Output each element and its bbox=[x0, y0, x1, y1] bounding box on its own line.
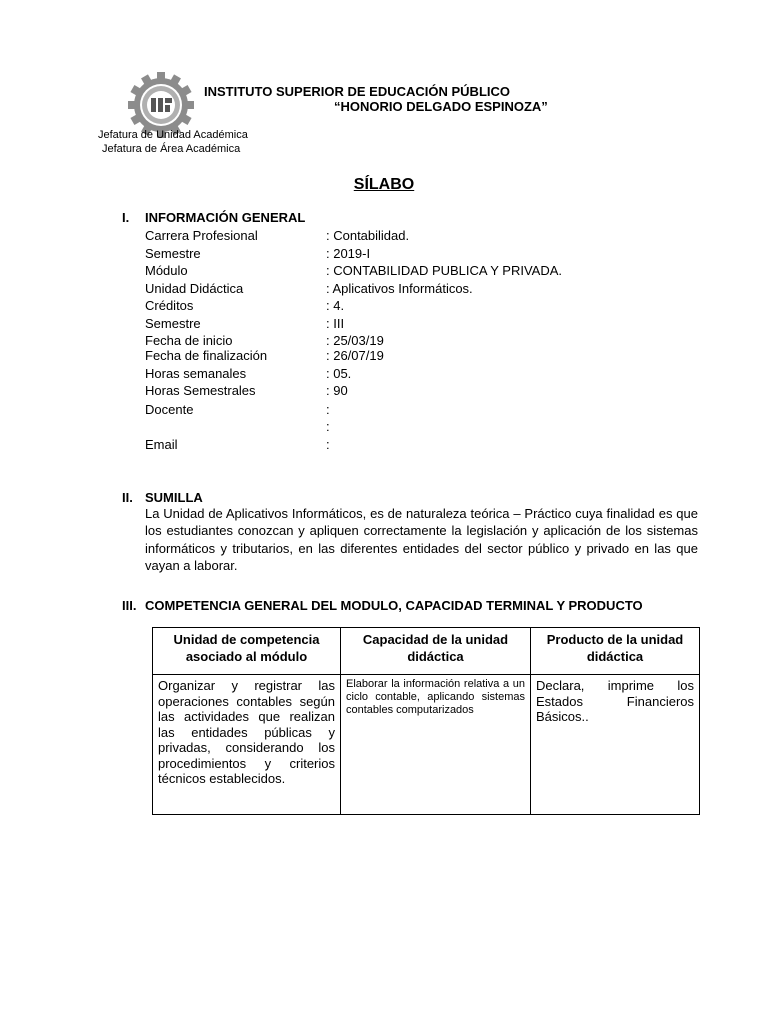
table-cell: Organizar y registrar las operaciones contables según las actividades que realizan las entidades públicas y privadas, considerando los procedimientos y criterios técnicos establecidos. bbox=[153, 675, 341, 815]
table-cell: Elaborar la información relativa a un ciclo contable, aplicando sistemas contables computarizados bbox=[341, 675, 531, 815]
section-1-heading bbox=[122, 210, 305, 225]
section-number: III. bbox=[122, 598, 137, 613]
section-title: COMPETENCIA GENERAL DEL MODULO, CAPACIDAD TERMINAL Y PRODUCTO bbox=[145, 598, 643, 613]
section-3-heading bbox=[122, 598, 643, 613]
info-label: Módulo bbox=[145, 263, 188, 278]
department-line2: Jefatura de Área Académica bbox=[102, 143, 241, 155]
info-label: Unidad Didáctica bbox=[145, 281, 244, 296]
section-number: I. bbox=[122, 210, 130, 225]
info-value: : Contabilidad. bbox=[326, 228, 410, 243]
competency-table bbox=[152, 627, 700, 815]
section-title: INFORMACIÓN GENERAL bbox=[145, 210, 306, 225]
info-value: : III bbox=[326, 316, 345, 331]
info-value: : Aplicativos Informáticos. bbox=[326, 281, 473, 296]
info-value: : 26/07/19 bbox=[326, 348, 384, 363]
info-label: Horas semanales bbox=[145, 366, 247, 381]
info-label: Fecha de inicio bbox=[145, 333, 233, 348]
info-label: Semestre bbox=[145, 316, 201, 331]
info-value: : bbox=[326, 419, 330, 434]
department-line1: Jefatura de Unidad Académica bbox=[98, 129, 248, 141]
info-label: Semestre bbox=[145, 246, 201, 261]
info-value: : 2019-I bbox=[326, 246, 371, 261]
institution-name-line2: “HONORIO DELGADO ESPINOZA” bbox=[334, 99, 548, 114]
table-row bbox=[153, 675, 700, 815]
institution-name-line1: INSTITUTO SUPERIOR DE EDUCACIÓN PÚBLICO bbox=[204, 84, 511, 99]
info-value: : CONTABILIDAD PUBLICA Y PRIVADA. bbox=[326, 263, 562, 278]
table-header: Producto de la unidad didáctica bbox=[531, 628, 700, 675]
table-header: Capacidad de la unidad didáctica bbox=[341, 628, 531, 675]
info-value: : 4. bbox=[326, 298, 345, 313]
info-label: Créditos bbox=[145, 298, 194, 313]
info-label: Email bbox=[145, 437, 178, 452]
sumilla-paragraph: La Unidad de Aplicativos Informáticos, es de naturaleza teórica – Práctico cuya finalidad es que los estudiantes conozcan y apliquen correctamente la legislación y aplicación de los sistemas informáticos y tributarios, en las diferentes entidades del sector público y privado en las que vayan a laborar. bbox=[145, 506, 698, 573]
info-value: : 05. bbox=[326, 366, 352, 381]
section-title: SUMILLA bbox=[145, 490, 203, 505]
document-title: SÍLABO bbox=[353, 176, 415, 193]
info-value: : bbox=[326, 437, 330, 452]
table-cell: Declara, imprime los Estados Financieros Básicos.. bbox=[531, 675, 700, 815]
table-header-row bbox=[153, 628, 700, 675]
table-header: Unidad de competencia asociado al módulo bbox=[153, 628, 341, 675]
info-label: Fecha de finalización bbox=[145, 348, 268, 363]
info-label: Carrera Profesional bbox=[145, 228, 258, 243]
info-label: Horas Semestrales bbox=[145, 383, 256, 398]
info-value: : 25/03/19 bbox=[326, 333, 384, 348]
info-value: : bbox=[326, 402, 330, 417]
info-value: : 90 bbox=[326, 383, 348, 398]
section-number: II. bbox=[122, 490, 133, 505]
section-2-heading bbox=[122, 490, 203, 505]
info-label: Docente bbox=[145, 402, 194, 417]
